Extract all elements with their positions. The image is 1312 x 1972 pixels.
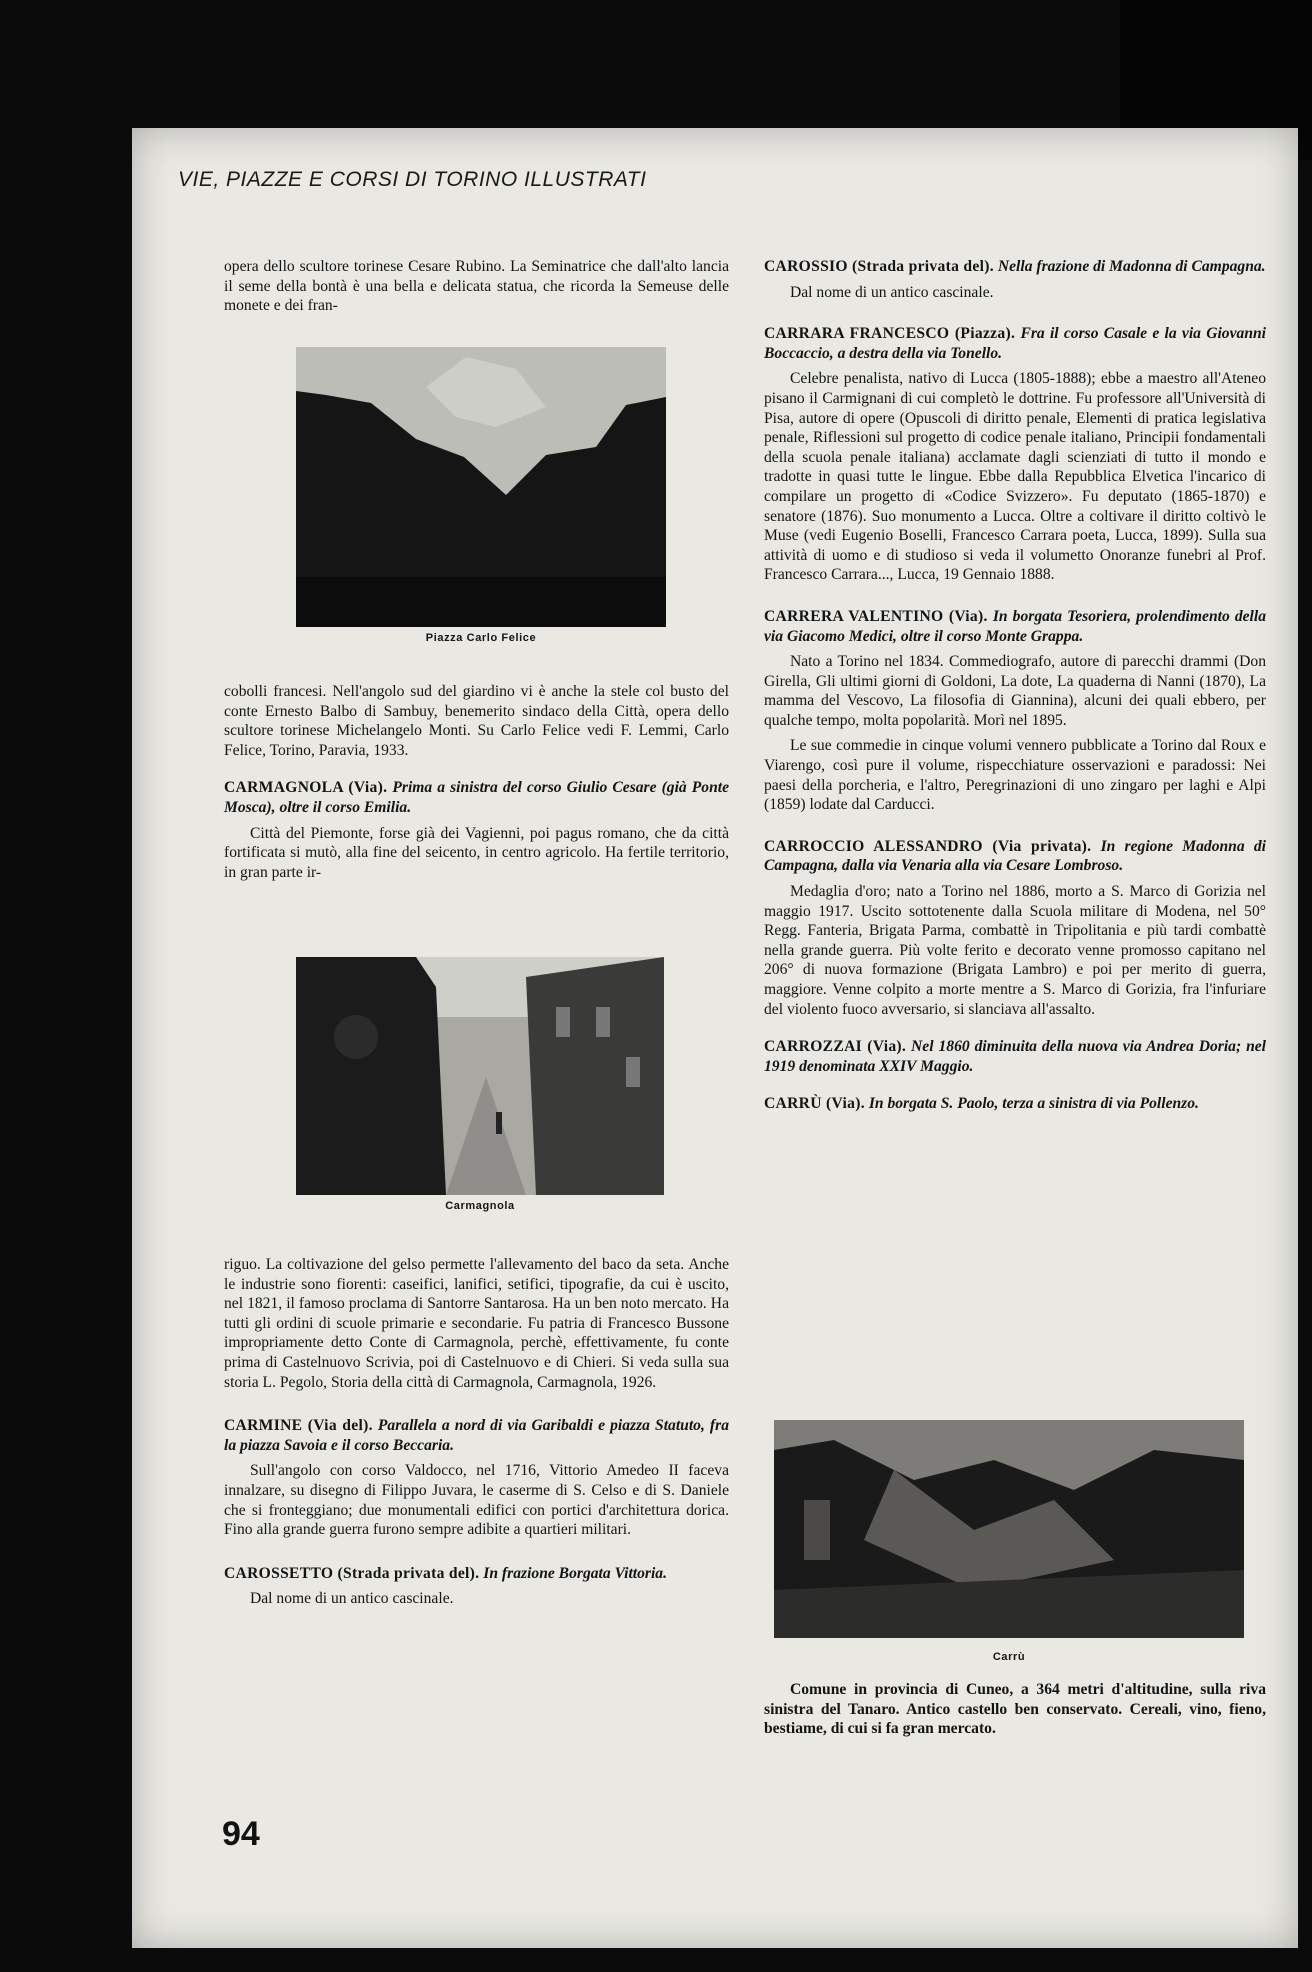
entry-paragraph: Sull'angolo con corso Valdocco, nel 1716, Vittorio Amedeo II faceva innalzare, su disegno di Filippo Juvara, le caserme di S. Celso e di S. Daniele che si fronteggiano; due monumentali edifici con portici d'architettura dorica. Fino alla grande guerra furono sempre adibite a quartieri militari.	[224, 1462, 729, 1539]
page-number: 94	[222, 1815, 260, 1853]
entry-carossio	[764, 257, 1266, 302]
entry-location: In frazione Borgata Vittoria.	[483, 1564, 668, 1582]
entry-location: Prima a sinistra del corso Giulio Cesare (già Ponte Mosca), oltre il corso Emilia.	[224, 779, 729, 816]
entry-location: In regione Madonna di Campagna, dalla via Venaria alla via Cesare Lombroso.	[764, 837, 1266, 875]
left-column-lower	[224, 1255, 729, 1615]
entry-title: CARRERA VALENTINO (Via).	[764, 607, 988, 625]
entry-paragraph: Le sue commedie in cinque volumi vennero pubblicate a Torino dal Roux e Viarengo, così pure il volume, rispecchiature osservazioni e paradossi: Nei paesi della porcheria, e l'altro, Peregrinazioni di uno zingaro per laghi e Alpi (1859) lodate dal Carducci.	[764, 737, 1266, 814]
entry-title: CARRARA FRANCESCO (Piazza).	[764, 325, 1016, 343]
photo1-caption: Piazza Carlo Felice	[425, 632, 537, 644]
photo-carmagnola	[296, 957, 664, 1195]
entry-paragraph: Comune in provincia di Cuneo, a 364 metri d'altitudine, sulla riva sinistra del Tanaro. Antico castello ben conservato. Cereali, vino, fieno, bestiame, di cui si fa gran mercato.	[764, 1681, 1266, 1738]
entry-carmine	[224, 1416, 729, 1540]
photo-piazza-carlo-felice-image	[296, 347, 666, 627]
left-column-main	[224, 682, 729, 888]
entry-carru	[764, 1094, 1266, 1114]
photo3-caption: Carrù	[992, 1651, 1026, 1663]
entry-location: In borgata Tesoriera, prolendimento della via Giacomo Medici, oltre il corso Monte Grappa.	[764, 607, 1267, 645]
entry-location: In borgata S. Paolo, terza a sinistra di via Pollenzo.	[868, 1095, 1199, 1113]
entry-title: CARMINE (Via del).	[224, 1417, 373, 1435]
entry-title: CARRÙ (Via).	[764, 1095, 865, 1113]
carru-description	[764, 1680, 1266, 1745]
carmagnola-continued: riguo. La coltivazione del gelso permette l'allevamento del baco da seta. Anche le industrie sono fiorenti: caseifici, lanifici, setifici, tipografie, da cui è uscito, nel 1821, il famoso proclama di Santorre Santarosa. Ha un ben noto mercato. Ha tutti gli ordini di scuole primarie e secondarie. Fu patria di Francesco Bussone impropriamente detto Conte di Carmagnola, perchè, effettivamente, fu conte prima di Castelnuovo Scrivia, poi di Castelnuovo e di Chieri. Si veda sulla sua storia L. Pegolo, Storia della città di Carmagnola, Carmagnola, 1926.	[224, 1256, 729, 1391]
entry-paragraph: Città del Piemonte, forse già dei Vagienni, poi pagus romano, che da città fortificata si mutò, alla fine del seicento, in centro agricolo. Ha fertile territorio, in gran parte ir-	[224, 824, 729, 881]
entry-location: Fra il corso Casale e la via Giovanni Boccaccio, a destra della via Tonello.	[764, 325, 1267, 362]
photo2-caption: Carmagnola	[445, 1200, 515, 1212]
entry-title: CARROCCIO ALESSANDRO (Via privata).	[764, 837, 1092, 855]
entry-title: CAROSSIO (Strada privata del).	[764, 258, 994, 275]
entry-carrozzai	[764, 1037, 1266, 1076]
entry-location: Nel 1860 diminuita della nuova via Andrea Doria; nel 1919 denominata XXIV Maggio.	[764, 1038, 1266, 1075]
left-intro	[224, 257, 729, 322]
photo-carru-image	[774, 1420, 1244, 1638]
cont-paragraph: cobolli francesi. Nell'angolo sud del giardino vi è anche la stele col busto del conte Ernesto Balbo di Sambuy, benemerito sindaco della Città, opera dello scultore torinese Michelangelo Monti. Su Carlo Felice vedi F. Lemmi, Carlo Felice, Torino, Paravia, 1933.	[224, 683, 729, 759]
entry-location: Nella frazione di Madonna di Campagna.	[997, 258, 1266, 275]
entry-paragraph: Medaglia d'oro; nato a Torino nel 1886, morto a S. Marco di Gorizia nel maggio 1917. Uscito sottotenente dalla Scuola militare di Modena, nel 50° Regg. Fanteria, Brigata Parma, combattè in Tripolitania e più tardi combattè nella grande guerra. Più volte ferito e decorato venne promosso capitano nel 206° di nuova formazione (Brigata Lambro) e poi per merito di guerra, maggiore. Venne colpito a morte mentre a S. Marco di Gorizia, fra l'infuriare del violento fuoco avversario, si slanciava all'assalto.	[764, 883, 1266, 1018]
entry-paragraph: Dal nome di un antico cascinale.	[790, 283, 994, 301]
entry-paragraph: Dal nome di un antico cascinale.	[250, 1590, 454, 1608]
intro-paragraph: opera dello scultore torinese Cesare Rubino. La Seminatrice che dall'alto lancia il seme della bontà è una bella e delicata statua, che ricorda la Semeuse delle monete e dei fran-	[224, 258, 729, 315]
photo-piazza-carlo-felice	[296, 347, 666, 627]
entry-carmagnola	[224, 778, 729, 882]
entry-paragraph: Nato a Torino nel 1834. Commediografo, autore di parecchi drammi (Don Girella, Gli ultimi giorni di Goldoni, La dote, La quaderna di Nanni (1870), La mamma del Vescovo, La filosofia di Giannina), alcuni dei quali ebbero, per qualche tempo, molta popolarità. Morì nel 1895.	[764, 653, 1266, 729]
entry-carrara	[764, 324, 1266, 585]
entry-paragraph: Celebre penalista, nativo di Lucca (1805-1888); ebbe a maestro all'Ateneo pisano il Carmignani di cui completò le dottrine. Fu professore all'Università di Pisa, autore di opere (Opuscoli di diritto penale, Elementi di pratica legislativa penale, Riflessioni sul progetto di codice penale italiano, Principii fondamentali della scuola penale italiana) acclamate dagli scienziati di tutto il mondo e tradotte in quasi tutte le lingue. Ebbe dalla Repubblica Elvetica l'incarico di compilare un progetto di «Codice Svizzero». Fu deputato (1865-1870) e senatore (1876). Suo monumento a Lucca. Oltre a coltivare il diritto coltivò le Muse (vedi Eugenio Boselli, Francesco Carrara poeta, Lucca, 1899). Sulla sua attività di uomo e di studioso si veda il volumetto Onoranze funebri al Prof. Francesco Carrara..., Lucca, 19 Gennaio 1888.	[764, 370, 1266, 584]
right-column	[764, 257, 1266, 1120]
entry-carrera	[764, 607, 1266, 815]
running-head: VIE, PIAZZE E CORSI DI TORINO ILLUSTRATI	[178, 168, 647, 191]
entry-carossetto	[224, 1564, 729, 1609]
entry-location: Parallela a nord di via Garibaldi e piazza Statuto, fra la piazza Savoia e il corso Beccaria.	[224, 1417, 729, 1454]
entry-title: CAROSSETTO (Strada privata del).	[224, 1564, 480, 1582]
entry-carroccio	[764, 837, 1266, 1019]
photo-carru	[774, 1420, 1244, 1638]
photo-carmagnola-image	[296, 957, 664, 1195]
entry-title: CARMAGNOLA (Via).	[224, 779, 388, 797]
entry-title: CARROZZAI (Via).	[764, 1038, 907, 1056]
